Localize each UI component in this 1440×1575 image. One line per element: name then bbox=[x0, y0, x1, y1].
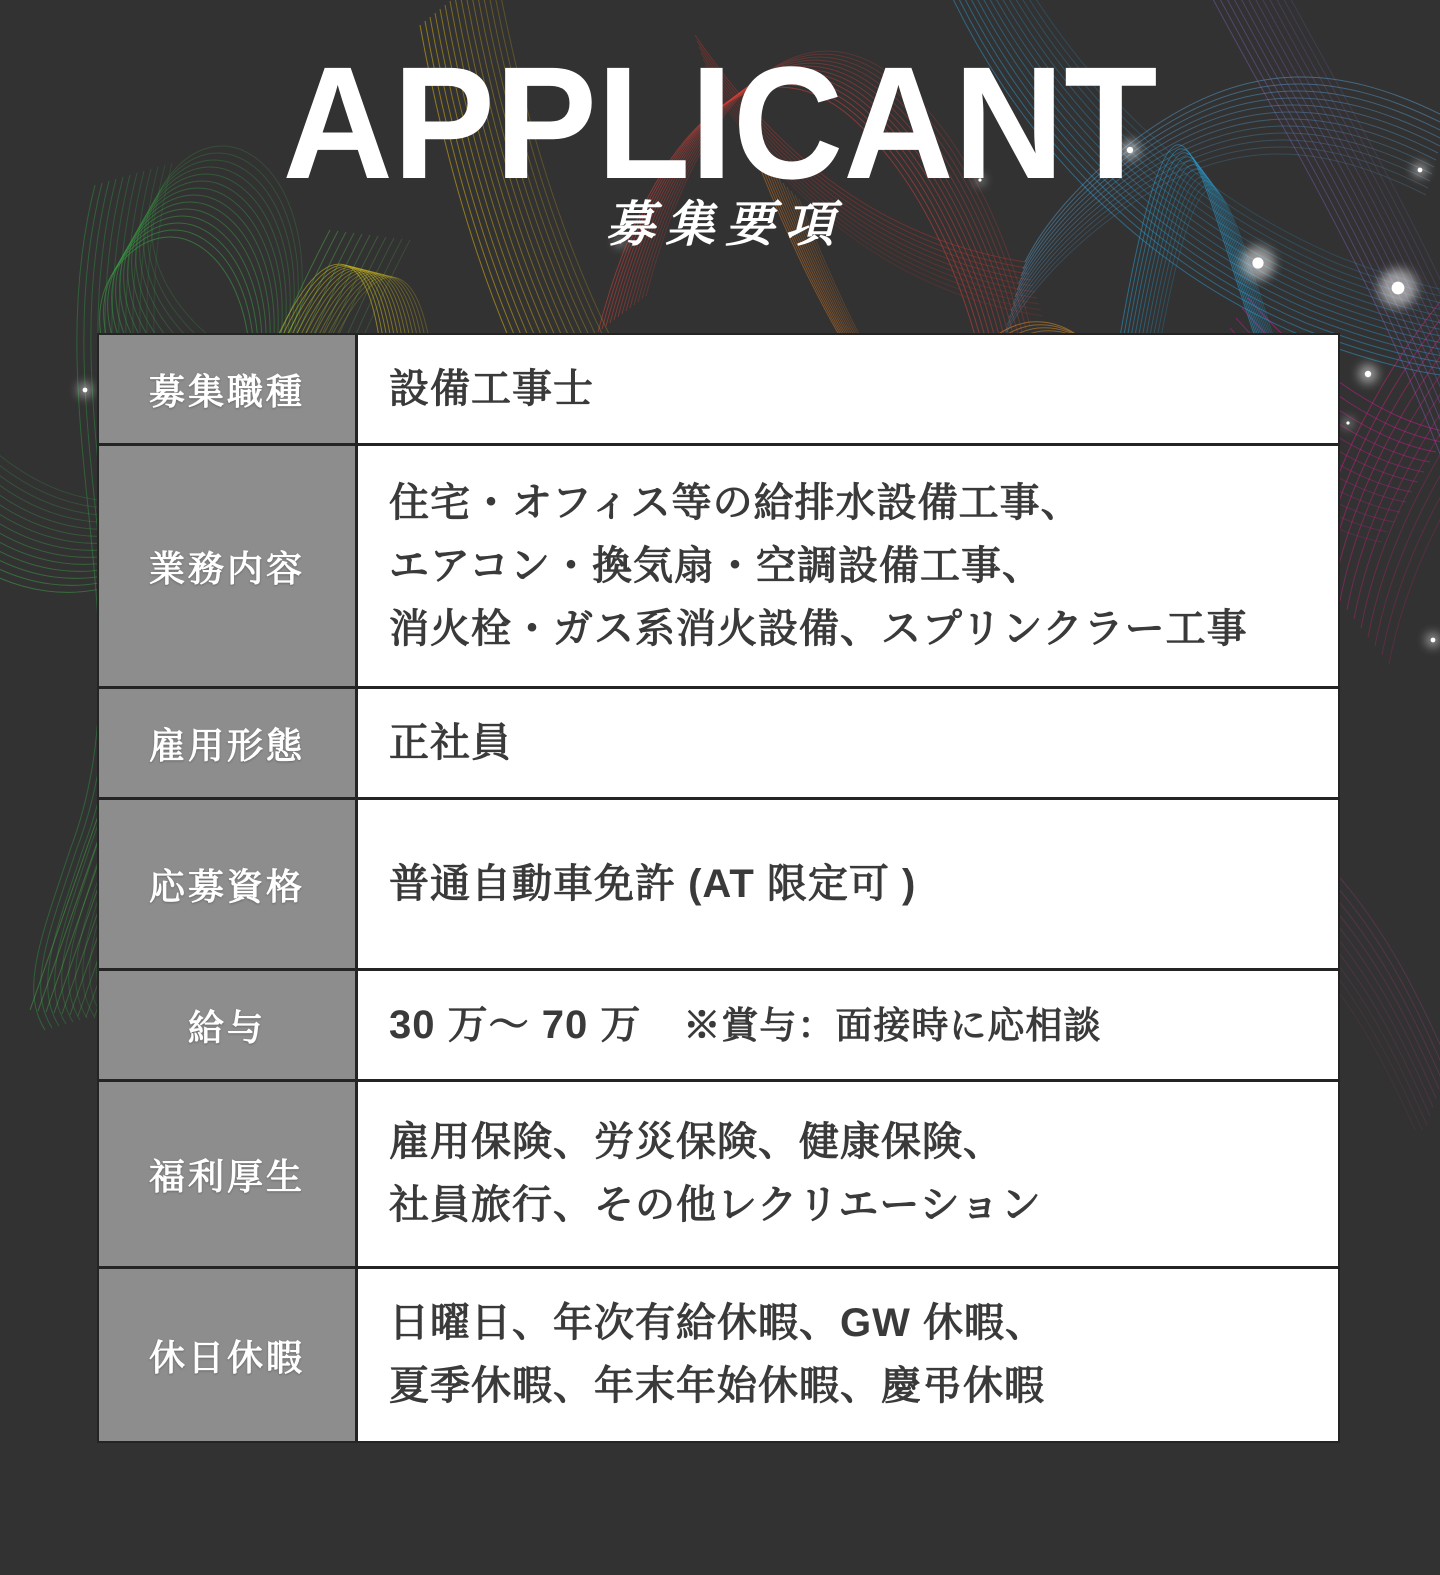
row-label-job-description: 業務内容 bbox=[99, 446, 355, 686]
holidays-line-2: 夏季休暇、年末年始休暇、慶弔休暇 bbox=[389, 1364, 1045, 1408]
salary-line bbox=[389, 994, 1338, 1057]
row-label-salary: 給与 bbox=[99, 971, 355, 1079]
row-value-benefits bbox=[358, 1082, 1338, 1266]
holidays-line-1: 日曜日、年次有給休暇、GW 休暇、 bbox=[389, 1301, 1046, 1345]
benefits-line-2: 社員旅行、その他レクリエーション bbox=[389, 1183, 1042, 1227]
employment-type-text: 正社員 bbox=[389, 720, 512, 765]
benefits-line-1: 雇用保険、労災保険、健康保険、 bbox=[389, 1120, 1004, 1164]
page-title bbox=[0, 20, 1440, 190]
job-description-line-2: エアコン・換気扇・空調設備工事、 bbox=[389, 543, 1043, 588]
page-subtitle: 募集要項 bbox=[605, 198, 845, 252]
row-value-holidays bbox=[358, 1269, 1338, 1441]
job-spec-table bbox=[97, 333, 1340, 1443]
row-value-salary bbox=[358, 971, 1338, 1079]
row-value-job-description bbox=[358, 446, 1338, 686]
job-type-text: 設備工事士 bbox=[389, 366, 594, 411]
qualifications-text: 普通自動車免許 (AT 限定可 ) bbox=[389, 861, 917, 906]
page-title-text: APPLICANT bbox=[282, 33, 1158, 190]
row-value-job-type bbox=[358, 335, 1338, 443]
row-label-qualifications: 応募資格 bbox=[99, 800, 355, 968]
job-description-line-1: 住宅・オフィス等の給排水設備工事、 bbox=[389, 480, 1082, 525]
row-value-qualifications bbox=[358, 800, 1338, 968]
salary-amount: 30 万〜 70 万 bbox=[389, 1002, 642, 1047]
row-label-employment-type: 雇用形態 bbox=[99, 689, 355, 797]
row-label-benefits: 福利厚生 bbox=[99, 1082, 355, 1266]
row-label-job-type: 募集職種 bbox=[99, 335, 355, 443]
row-value-employment-type bbox=[358, 689, 1338, 797]
job-description-line-3: 消火栓・ガス系消火設備、スプリンクラー工事 bbox=[389, 606, 1248, 651]
salary-bonus-note: ※賞与：面接時に応相談 bbox=[683, 1004, 1102, 1046]
row-label-holidays: 休日休暇 bbox=[99, 1269, 355, 1441]
